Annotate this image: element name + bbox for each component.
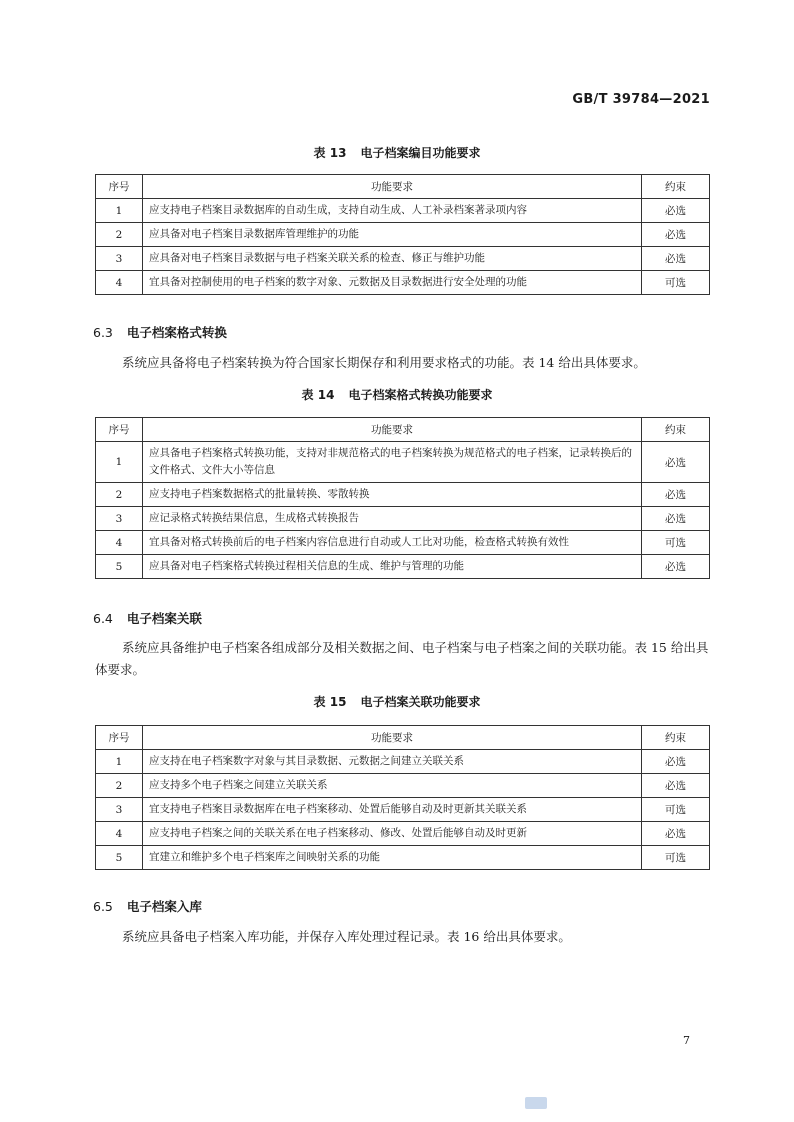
cell-requirement: 应记录格式转换结果信息，生成格式转换报告 [143,507,642,531]
table-14-number: 表 14 [301,388,335,402]
cell-no: 2 [96,774,143,798]
cell-constraint: 必选 [642,223,710,247]
table-header-row [96,418,710,442]
table-13-title: 电子档案编目功能要求 [360,146,481,160]
cell-no: 1 [96,442,143,483]
cell-constraint: 必选 [642,483,710,507]
table-14 [95,417,710,579]
table-header-row [96,726,710,750]
header-cell-requirement: 功能要求 [143,418,642,442]
section-title: 电子档案入库 [126,899,202,914]
table-row [96,531,710,555]
standard-code: GB/T 39784—2021 [572,92,710,107]
table-14-caption [0,386,794,403]
table-row [96,846,710,870]
header-cell-constraint: 约束 [642,175,710,199]
cell-constraint: 必选 [642,774,710,798]
watermark-logo [525,1097,547,1109]
header-cell-no: 序号 [96,726,143,750]
cell-requirement: 应支持电子档案目录数据库的自动生成，支持自动生成、人工补录档案著录项内容 [143,199,642,223]
section-title: 电子档案格式转换 [126,325,227,340]
cell-constraint: 必选 [642,199,710,223]
cell-requirement: 应具备对电子档案格式转换过程相关信息的生成、维护与管理的功能 [143,555,642,579]
cell-no: 2 [96,223,143,247]
section-number: 6.3 [93,325,113,340]
cell-requirement: 宜建立和维护多个电子档案库之间映射关系的功能 [143,846,642,870]
cell-constraint: 必选 [642,247,710,271]
cell-constraint: 可选 [642,798,710,822]
cell-constraint: 必选 [642,507,710,531]
cell-requirement: 应具备对电子档案目录数据与电子档案关联关系的检查、修正与维护功能 [143,247,642,271]
table-15 [95,725,710,870]
section-title: 电子档案关联 [126,611,202,626]
table-row [96,247,710,271]
section-6-4-paragraph: 系统应具备维护电子档案各组成部分及相关数据之间、电子档案与电子档案之间的关联功能。表 15 给出具体要求。 [95,640,709,677]
table-13 [95,174,710,295]
table-15-number: 表 15 [313,695,347,709]
header-cell-constraint: 约束 [642,726,710,750]
section-6-3-paragraph: 系统应具备将电子档案转换为符合国家长期保存和利用要求格式的功能。表 14 给出具体要求。 [122,355,646,370]
table-row [96,507,710,531]
cell-no: 5 [96,555,143,579]
table-row [96,798,710,822]
cell-no: 4 [96,271,143,295]
table-13-number: 表 13 [313,146,347,160]
table-header-row [96,175,710,199]
cell-constraint: 必选 [642,555,710,579]
page-number: 7 [683,1034,690,1047]
table-15-caption [0,693,794,710]
section-number: 6.4 [93,611,113,626]
cell-requirement: 应支持电子档案之间的关联关系在电子档案移动、修改、处置后能够自动及时更新 [143,822,642,846]
cell-requirement: 应支持多个电子档案之间建立关联关系 [143,774,642,798]
table-row [96,822,710,846]
table-row [96,483,710,507]
table-row [96,199,710,223]
cell-constraint: 可选 [642,271,710,295]
section-6-3-heading [93,323,227,341]
table-row [96,555,710,579]
cell-requirement: 应支持电子档案数据格式的批量转换、零散转换 [143,483,642,507]
cell-no: 3 [96,507,143,531]
section-6-4-heading [93,609,202,627]
cell-no: 1 [96,199,143,223]
table-row [96,223,710,247]
table-row [96,271,710,295]
header-cell-constraint: 约束 [642,418,710,442]
cell-requirement: 应支持在电子档案数字对象与其目录数据、元数据之间建立关联关系 [143,750,642,774]
cell-constraint: 可选 [642,531,710,555]
cell-no: 4 [96,822,143,846]
cell-no: 4 [96,531,143,555]
cell-constraint: 可选 [642,846,710,870]
section-number: 6.5 [93,899,113,914]
header-cell-no: 序号 [96,175,143,199]
cell-constraint: 必选 [642,750,710,774]
header-cell-no: 序号 [96,418,143,442]
cell-requirement: 宜支持电子档案目录数据库在电子档案移动、处置后能够自动及时更新其关联关系 [143,798,642,822]
table-15-title: 电子档案关联功能要求 [360,695,481,709]
table-row [96,442,710,483]
section-6-5-paragraph: 系统应具备电子档案入库功能，并保存入库处理过程记录。表 16 给出具体要求。 [122,929,571,944]
table-14-title: 电子档案格式转换功能要求 [348,388,493,402]
header-cell-requirement: 功能要求 [143,726,642,750]
cell-no: 2 [96,483,143,507]
section-6-5-heading [93,897,202,915]
cell-requirement: 应具备电子档案格式转换功能，支持对非规范格式的电子档案转换为规范格式的电子档案，记录转换后的文件格式、文件大小等信息 [143,442,642,483]
header-cell-requirement: 功能要求 [143,175,642,199]
cell-no: 1 [96,750,143,774]
cell-constraint: 必选 [642,442,710,483]
cell-requirement: 宜具备对控制使用的电子档案的数字对象、元数据及目录数据进行安全处理的功能 [143,271,642,295]
cell-no: 3 [96,798,143,822]
cell-no: 5 [96,846,143,870]
cell-no: 3 [96,247,143,271]
cell-requirement: 宜具备对格式转换前后的电子档案内容信息进行自动或人工比对功能，检查格式转换有效性 [143,531,642,555]
table-13-caption [0,144,794,161]
cell-requirement: 应具备对电子档案目录数据库管理维护的功能 [143,223,642,247]
table-row [96,774,710,798]
cell-constraint: 必选 [642,822,710,846]
table-row [96,750,710,774]
